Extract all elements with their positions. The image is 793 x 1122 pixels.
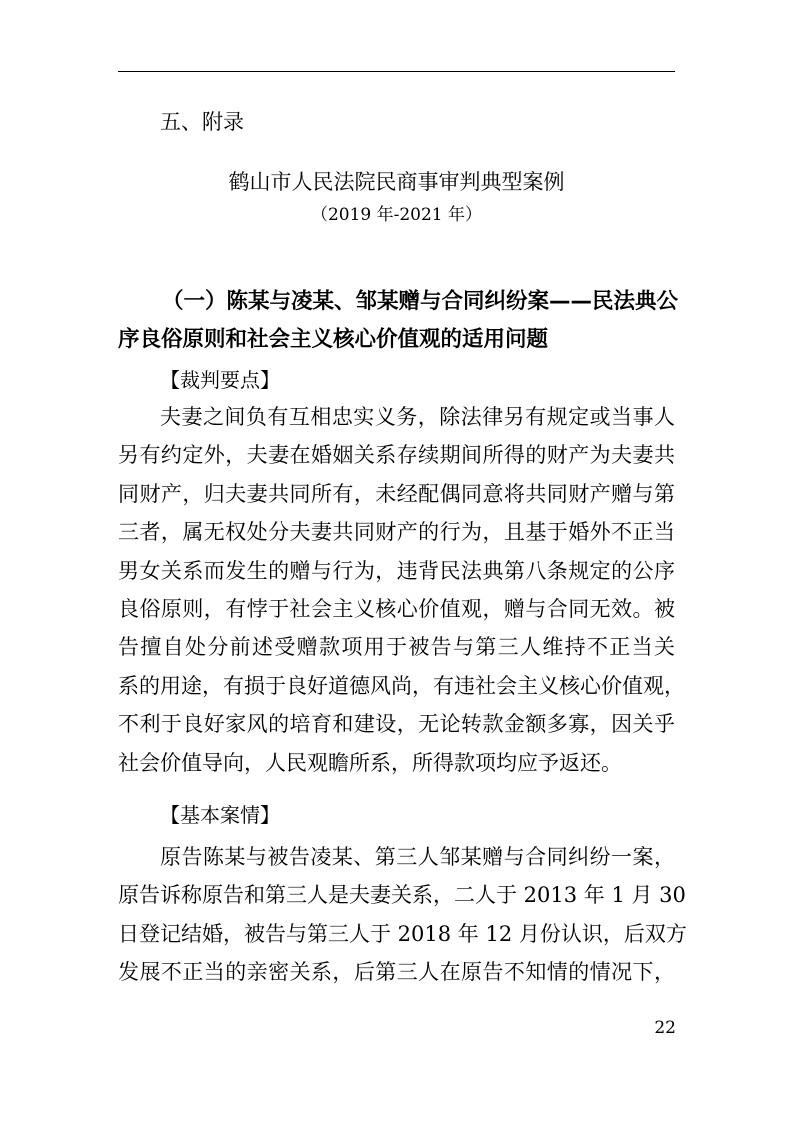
paragraph-line: 系的用途，有损于良好道德风尚，有违社会主义核心价值观， bbox=[118, 673, 685, 698]
paragraph-line: 夫妻之间负有互相忠实义务，除法律另有规定或当事人 bbox=[160, 405, 675, 429]
paragraph-line: 三者，属无权处分夫妻共同财产的行为，且基于婚外不正当 bbox=[118, 520, 675, 545]
document-subtitle: （2019 年-2021 年） bbox=[310, 205, 483, 225]
basic-facts-paragraph bbox=[118, 838, 687, 992]
paragraph-line: 良俗原则，有悖于社会主义核心价值观，赠与合同无效。被 bbox=[118, 596, 675, 621]
paragraph-line: 同财产，归夫妻共同所有，未经配偶同意将共同财产赠与第 bbox=[118, 481, 675, 506]
case-heading-line-1: （一）陈某与凌某、邹某赠与合同纠纷案——民法典公 bbox=[162, 289, 679, 314]
paragraph-line: 日登记结婚，被告与第三人于 2018 年 12 月份认识，后双方 bbox=[118, 921, 687, 946]
paragraph-line: 不利于良好家风的培育和建设，无论转款金额多寡，因关乎 bbox=[118, 712, 675, 737]
paragraph-line: 男女关系而发生的赠与行为，违背民法典第八条规定的公序 bbox=[118, 558, 675, 583]
paragraph-line: 发展不正当的亲密关系，后第三人在原告不知情的情况下， bbox=[118, 960, 675, 985]
section-label-basic-facts: 【基本案情】 bbox=[160, 803, 280, 827]
document-title: 鹤山市人民法院民商事审判典型案例 bbox=[228, 170, 565, 194]
key-points-paragraph bbox=[118, 398, 685, 782]
paragraph-line: 原告陈某与被告凌某、第三人邹某赠与合同纠纷一案， bbox=[160, 845, 675, 869]
paragraph-line: 社会价值导向，人民观瞻所系，所得款项均应予返还。 bbox=[118, 750, 622, 775]
section-label-key-points: 【裁判要点】 bbox=[160, 368, 280, 392]
header-rule bbox=[118, 71, 675, 72]
case-heading-line-2: 序良俗原则和社会主义核心价值观的适用问题 bbox=[118, 327, 549, 352]
paragraph-line: 另有约定外，夫妻在婚姻关系存续期间所得的财产为夫妻共 bbox=[118, 443, 675, 468]
paragraph-line: 告擅自处分前述受赠款项用于被告与第三人维持不正当关 bbox=[118, 635, 675, 660]
page-number: 22 bbox=[654, 1018, 676, 1038]
section-heading: 五、附录 bbox=[160, 110, 244, 134]
paragraph-line: 原告诉称原告和第三人是夫妻关系，二人于 2013 年 1 月 30 bbox=[118, 883, 686, 908]
